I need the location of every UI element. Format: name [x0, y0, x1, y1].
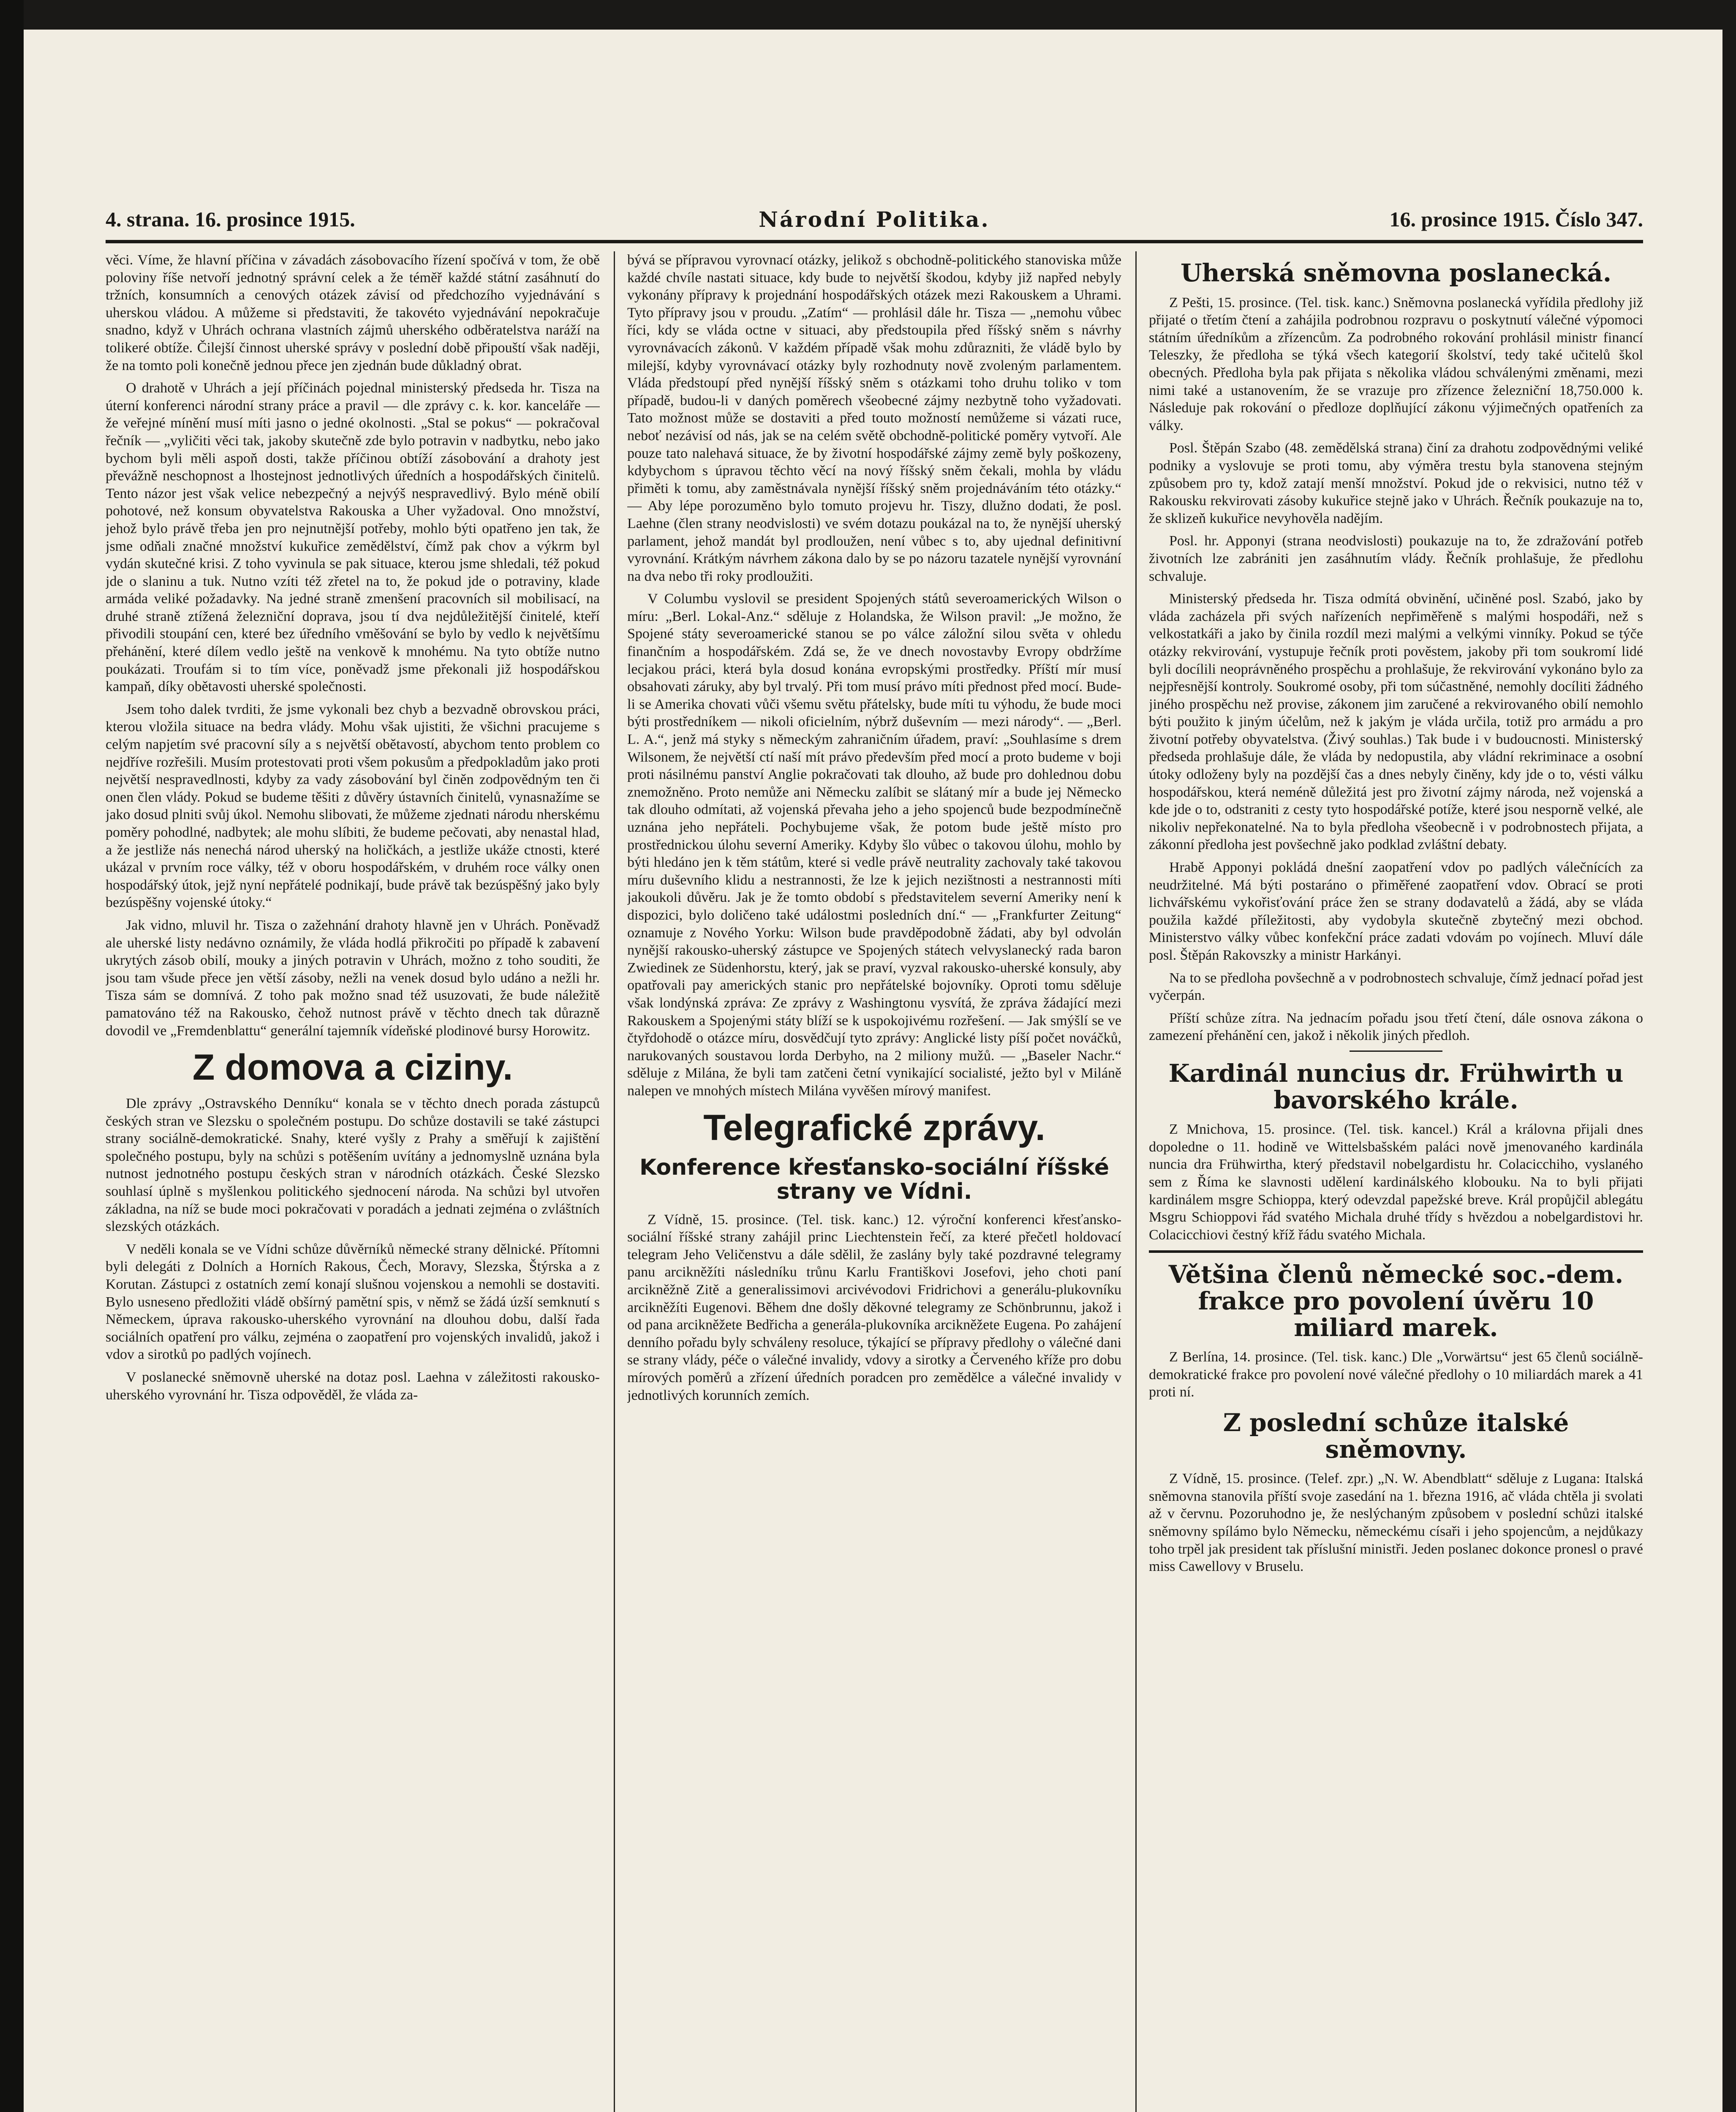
header-date-issue: 16. prosince 1915. Číslo 347. [1389, 207, 1643, 231]
article-paragraph: Z Mnichova, 15. prosince. (Tel. tisk. kancel.) Král a královna přijali dnes dopoledne o 11. hodině ve Wittelsbašském paláci nově jmenovaného kardinála nuncia dra Frühwirtha, který představil nobelgardistu hr. Colacicchiho, vyslaného sem z Říma ke slavnosti udělení kardinálského klobouku. Na to byli přijati kardinálem msgre Schioppa, který odevzdal papežské breve. Král propůjčil ablegátu Msgru Schioppovi řád svatého Michala druhé třídy s hvězdou a nobelgardistovi hr. Colacicchiovi čestný kříž řádu svatého Michala. [1149, 1121, 1643, 1243]
article-paragraph: Jak vidno, mluvil hr. Tisza o zažehnání drahoty hlavně jen v Uhrách. Poněvadž ale uherské listy nedávno oznámily, že vláda hodlá přikročiti po případě k zabavení ukrytých zásob obilí, mouky a jiných potravin v Uhrách, možno z toho souditi, že jsou tam všude přece jen větší zásoby, nežli na venek dosud bylo udáno a nežli hr. Tisza sám se domnívá. Z toho pak možno snad též usuzovati, že bude náležitě pamatováno též na Rakousko, čehož nutnost právě v těchto dnech tak důrazně dovodil ve „Fremdenblattu“ generální tajemník vídeňské plodinové bursy Horowitz. [106, 917, 600, 1039]
article-paragraph: Hrabě Apponyi pokládá dnešní zaopatření vdov po padlých válečnících za neudržitelné. Má býti postaráno o přiměřené zaopatření vdov. Obrací se proti lichvářskému vykořisťování práce žen se strany dodavatelů a žádá, aby se vláda použila každé příležitosti, aby vydobyla skutečně zbytečný mezi obchod. Ministerstvo války vůbec konfekční práce zadati vdovám po vojínech. Mluví dále posl. Štěpán Rakovszky a ministr Harkányi. [1149, 860, 1643, 963]
article-paragraph: Z Vídně, 15. prosince. (Tel. tisk. kanc.) 12. výroční konferenci křesťansko-sociální říšské strany zahájil princ Liechtenstein řečí, za které přečetl holdovací telegram Jeho Veličenstvu a dále sdělil, že zaslány byly také pozdravné telegramy panu arcikněžíti následníku trůnu Karlu Františkovi Josefovi, jeho choti paní arcikněžně Zitě a generalissimovi arcivévodovi Fridrichovi a generálu-plukovníku arcikněžíti Eugenovi. Během dne došly děkovné telegramy ze Schönbrunnu, jakož i od pana arcikněžete Bedřicha a generála-plukovníka arcikněžete Eugena. Po zahájení denního pořadu byly schváleny resoluce, týkající se přípravy předlohy o válečné dani se strany vlády, péče o válečné invalidy, vdovy a sirotky a Červeného kříže pro dobu mírových poměrů a zřízení úředních poradcen pro zemědělce a válečné invalidy v jednotlivých korunních zemích. [627, 1211, 1121, 1403]
article-headline: Kardinál nuncius dr. Frühwirth u bavorského krále. [1168, 1059, 1624, 1114]
article-headline: Uherská sněmovna poslanecká. [1180, 259, 1612, 287]
article-paragraph: V Columbu vyslovil se president Spojených států severoamerických Wilson o míru: „Berl. Lokal-Anz.“ sděluje z Holandska, že Wilson pravil: „Je možno, že Spojené státy severoamerické stanou se po válce záložní silou světa v ohledu finančním a hospodářském. Zdá se, že ve dnech novostavby Evropy obdržíme lecjakou práci, která byla dosud konána evropskými prostředky. Příští mír musí obsahovati záruky, aby byl trvalý. Při tom musí právo míti přednost před mocí. Bude-li se Amerika chovati vůči všemu světu přátelsky, bude míti tu výhodu, že bude moci býti prostředníkem — nikoli oficielním, nýbrž duševním — mezi národy“. — „Berl. L. A.“, jenž má styky s německým zahraničním úřadem, praví: „Souhlasíme s drem Wilsonem, že největší ctí naší mít právo především před mocí a proto budeme v boji proti násilnému panství Anglie pokračovati tak dlouho, až bude pro dohlednou dobu znemožněno. Proto nemůže ani Německu zalíbit se slátaný mír a bude jej Německo tak dlouho odmítati, až vojenská převaha jeho a jeho spojenců bude bezpodmínečně uznána jeho nepřáteli. Pochybujeme však, že potom bude ještě místo pro prostřednickou úlohu severní Ameriky. Kdyby šlo vůbec o takovou úlohu, mohlo by býti hledáno jen k těm státům, které si vedle právě neutrality zachovaly také takovou míru duševního klidu a nestrannosti, že lze k jejich nezištnosti a nestrannosti míti jakoukoli důvěru. Jak je že tomto období s představitelem severní Ameriky není k dispozici, bylo doličeno také událostmi posledních dní.“ — „Frankfurter Zeitung“ oznamuje z Nového Yorku: Wilson bude pravděpodobně žádati, aby byl odvolán nynější rakousko-uherský zástupce ve Spojených státech velvyslanecký rada baron Zwiedinek ze Südenhorstu, který, jak se praví, vyzval rakousko-uherské konsuly, aby opatřovali pay amerických stanic pro nepřátelské bojovníky. Oproti tomu sděluje však londýnská zpráva: Ze zprávy z Washingtonu vysvítá, že zpráva žádající mezi Rakouskem a Spojenými státy blíží se k uspokojivému rozřešení. — Jak smýšlí se ve čtyřdohodě o otázce míru, dosvědčují tyto zprávy: Anglické listy píší počet nováčků, narukovaných soustavou lorda Derbyho, na 2 miliony mužů. — „Baseler Nachr.“ sděluje z Milána, že byli tam zatčeni četní vynikající socialisté, ježto byl v Miláně nalepen ve mnohých místech Milána vyvěšen mírový manifest. [627, 591, 1121, 1099]
scan-top-edge [0, 0, 1736, 30]
column-divider-1 [614, 251, 615, 2112]
article-paragraph: Jsem toho dalek tvrditi, že jsme vykonali bez chyb a bezvadně obrovskou práci, kterou vložila situace na bedra vlády. Mohu však ujistiti, že všichni pracujeme s celým napjetím své pracovní síly a s největší obětavostí, abychom tento problem co nejdříve rozřešili. Musím protestovati proti všem pokusům a předpokladům jako proti největší nespravedlnosti, kdyby za vady zásobování byl činěn zodpovědným ten či onen člen vlády. Pokud se budeme těšiti z důvěry ústavních činitelů, vynasnažíme se jako dosud plniti svůj úkol. Nemohu slibovati, že můžeme zjednati národu nherskému poměry pohodlné, nadbytek; ale mohu slíbiti, že budeme pečovati, aby nenastal hlad, a že jestliže nás nenechá národ uherský na holičkách, a jestliže ukáže ctnosti, které ukázal v prvním roce války, též v oboru hospodářském, v druhém roce války onen hospodářský útok, jejž nyní nepřátelé podnikají, bude právě tak bezúspěšný jako byly bezúspěšny vojenské útoky.“ [106, 701, 600, 911]
column-2 [627, 251, 1121, 2112]
article-paragraph: věci. Víme, že hlavní příčina v závadách zásobovacího řízení spočívá v tom, že obě poloviny říše netvoří jednotný správní celek a že téměř každé státní zasáhnutí do tržních, konsumních a cenových otázek závisí od předchozího vyjednávání s uherskou vládou. A můžeme si představiti, že takovéto vyjednávání nepokračuje snadno, když v Uhrách ochrana vlastních zájmů uherského odběratelstva naráží na tolikeré obtíže. Čilejší činnost uherské správy v poslední době připouští však naději, že na tomto poli konečně jednou přece jen zjednán bude důkladný obrat. [106, 252, 600, 373]
separator-line [1350, 1051, 1442, 1052]
article-paragraph: Ministerský předseda hr. Tisza odmítá obvinění, učiněné posl. Szabó, jako by vláda zacházela při svých nařízeních nepřiměřeně s malými hospodáři, než s velkostatkáři a jako by činila rozdíl mezi malými a velkými vinníky. Pokud se týče otázky rekvirování, vystupuje řečník proti pověstem, jakoby při tom soukromí lidé byli docílili neoprávněného prospěchu a prohlašuje, že rekvirování vykonáno bylo za nejpřesnější kontroly. Soukromé osoby, při tom súčastněné, nemohly docíliti žádného jiného prospěchu než provise, zákonem jim zaručené a rekvirovaného obilí nemohlo býti použito k jiným účelům, než k jakým je vláda určila, totiž pro armádu a pro životní potřeby obyvatelstva. (Živý souhlas.) Tak bude i v budoucnosti. Ministerský předseda prohlašuje dále, že vláda by nedopustila, aby vládní rekriminace a osobní útoky odloženy byly na pozdější čas a dnes nebyly činěny, kdy jde o to, vésti válku hospodářskou, která neméně důležitá jest pro životní zájmy národa, než vojenská a kde jde o to, odstraniti z cesty tyto hospodářské potíže, které jsou nesporně velké, ale nikoliv nepřekonatelné. Na to byla předloha všeobecně i v podrobnostech přijata, a zákonní předloha jest povšechně jako podklad zvláštní debaty. [1149, 591, 1643, 853]
article-paragraph: V neděli konala se ve Vídni schůze důvěrníků německé strany dělnické. Přítomni byli delegáti z Dolních a Horních Rakous, Čech, Moravy, Slezska, Štýrska a z Korutan. Zástupci z ostatních zemí konají slušnou vojenskou a nemohli se dostaviti. Bylo usneseno předložiti vládě obšírný pamětní spis, v němž se žádá úzší semknutí s Německem, úprava rakousko-uherského vyrovnání na dlouhou dobu, další řada sociálních opatření pro válku, zejména o zaopatření pro vojenských invalidů, jakož i vdov a sirotků po padlých vojínech. [106, 1241, 600, 1363]
article-paragraph: V poslanecké sněmovně uherské na dotaz posl. Laehna v záležitosti rakousko-uherského vyrovnání hr. Tisza odpověděl, že vláda za- [106, 1369, 600, 1403]
newspaper-page [106, 199, 1643, 2112]
scan-left-edge [0, 0, 24, 2112]
scan-right-edge [1722, 0, 1736, 2112]
page-header [106, 207, 1643, 237]
article-paragraph: Příští schůze zítra. Na jednacím pořadu jsou třetí čtení, dále osnova zákona o zamezení přehánění cen, jakož i několik jiných předloh. [1149, 1010, 1643, 1044]
article-paragraph: Z Berlína, 14. prosince. (Tel. tisk. kanc.) Dle „Vorwärtsu“ jest 65 členů sociálně-demokratické frakce pro povolení nové válečné předlohy o 10 miliardách marek a 41 proti ní. [1149, 1349, 1643, 1400]
article-headline: Většina členů německé soc.-dem. frakce pro povolení úvěru 10 miliard marek. [1168, 1260, 1624, 1342]
header-rule [106, 240, 1643, 243]
article-paragraph: bývá se přípravou vyrovnací otázky, jelikož s obchodně-politického stanoviska může každé chvíle nastati situace, kdy bude to největší škodou, kdyby již napřed nebyly vykonány přípravy k projednání hospodářských otázek mezi Rakouskem a Uhrami. Tyto přípravy jsou v proudu. „Zatím“ — prohlásil dále hr. Tisza — „nemohu vůbec říci, kdy se vláda octne v situaci, aby předstoupila před říšský sněm s návrhy vyrovnávacích zákonů. V každém případě však mohu zdůrazniti, že vládě bylo by milejší, kdyby vyrovnávací otázky byly rozhodnuty nově zvoleným parlamentem. Vláda předstoupí před nynější říšský sněm s otázkami toho druhu toliko v tom případě, budou-li v daných poměrech všeobecné zájmy nezbytně toho vyžadovati. Tato možnost může se dostaviti a před touto možností nemůžeme si vázati ruce, neboť nezávisí od nás, jak se na celém světě obchodně-politické poměry vytvoří. Ale pouze tato nalehavá situace, že by životní hospodářské zájmy země byly poškozeny, kdybychom s úpravou těchto věcí na nový říšský sněm čekali, mohla by vládu přiměti k tomu, aby zaměstnávala nynější říšský sněm projednáváním této otázky.“ — Aby lépe porozuměno bylo tomuto projevu hr. Tiszy, dlužno dodati, že posl. Laehne (člen strany neodvislosti) ve svém dotazu poukázal na to, že nynější uherský parlament, jehož mandát byl prodloužen, není vůbec s to, aby ujednal definitivní vyrovnání. Krátkým návrhem zákona dalo by se po názoru tazatele nynější vyrovnání na dva nebo tři roky prodloužiti. [627, 252, 1121, 584]
section-headline: Telegrafické zprávy. [703, 1107, 1045, 1148]
article-paragraph: Posl. hr. Apponyi (strana neodvislosti) poukazuje na to, že zdražování potřeb životních lze zabrániti jen zasáhnutím vlády. Řečník prohlašuje, že předlohu schvaluje. [1149, 533, 1643, 584]
article-headline: Konference křesťansko-sociální říšské strany ve Vídni. [639, 1155, 1109, 1204]
article-paragraph: Z Pešti, 15. prosince. (Tel. tisk. kanc.) Sněmovna poslanecká vyřídila předlohy již přijaté o třetím čtení a zahájila podrobnou rozpravu o poskytnutí válečné výpomoci státním úředníkům a zřízencům. Za podrobného rokování prohlásil ministr financí Teleszky, že předloha se týká všech kategorií školství, tedy také učitelů škol obecných. Předloha byla pak přijata s několika vládou schválenými změnami, mezi nimi také a ustanovením, že se vrazuje pro zřízence železniční 18,750.000 k. Následuje pak rokování o předloze doplňující zákonu výjimečných opatřeních za války. [1149, 294, 1643, 433]
masthead-title: Národní Politika. [759, 207, 990, 232]
article-paragraph: Posl. Štěpán Szabo (48. zemědělská strana) činí za drahotu zodpovědnými veliké podniky a vyslovuje se proti tomu, aby výměra trestu byla stanovena stejným způsobem pro ty, kdož zatají menší množství. Pokud jde o rekvisici, nutno též v Rakousku rekvirovati zásoby kukuřice stejně jako v Uhrách. Řečník poukazuje na to, že sklizeň kukuřice nevyhověla nadějím. [1149, 440, 1643, 526]
column-1 [106, 251, 600, 2112]
article-paragraph: Na to se předloha povšechně a v podrobnostech schvaluje, čímž jednací pořad jest vyčerpán. [1149, 970, 1643, 1004]
article-paragraph: Z Vídně, 15. prosince. (Telef. zpr.) „N. W. Abendblatt“ sděluje z Lugana: Italská sněmovna stanovila příští svoje zasedání na 1. března 1916, ač vláda chtěla ji svolati až v červnu. Pozoruhodno je, že neslýchaným způsobem v poslední schůzi italské sněmovny spílámo bylo Německu, německému císaři i jeho spojencům, a nejdůkazy toho trpěl jak president tak příslušní ministři. Jeden poslanec dokonce pronesl o pravé miss Cawellovy v Bruselu. [1149, 1471, 1643, 1575]
article-paragraph: Dle zprávy „Ostravského Denníku“ konala se v těchto dnech porada zástupců českých stran ve Slezsku o společném postupu. Do schůze dostavili se také zástupci strany sociálně-demokratické. Snahy, které vyšly z Prahy a směřují k zajištění společného postupu, byly na schůzi s potěšením uvítány a jednomyslně uznána byla nutnost jednotného postupu českých stran v národních otázkách. České Slezsko souhlasí úplně s myšlenkou politického sjednocení národa. Na schůzi byl utvořen základna, na níž se bude moci pokračovati v poradách a jednati zejména o zvláštních slezských otázkách. [106, 1096, 600, 1235]
article-headline: Z poslední schůze italské sněmovny. [1223, 1408, 1569, 1464]
header-page-info: 4. strana. 16. prosince 1915. [106, 207, 355, 231]
column-divider-2 [1135, 251, 1137, 2112]
article-paragraph: O drahotě v Uhrách a její příčinách pojednal ministerský předseda hr. Tisza na úterní konferenci národní strany práce a pravil — dle zprávy c. k. kor. kanceláře — že veřejné mínění musí míti jasno o jedné okolnosti. „Stal se pokus“ — pokračoval řečník — „vyličiti věci tak, jakoby skutečně zde bylo potravin v nadbytku, nebo jako bychom byli měli aspoň dosti, takže příčinou obtíží zásobování a drahoty jest převážně neschopnost a lhostejnost jednotlivých úředních a hospodářských činitelů. Tento názor jest však velice nebezpečný a nejvýš nespravedlivý. Bylo méně obilí pohotové, než konsum obyvatelstva Rakouska a Uher vyžadoval. Ono množství, jehož bylo právě třeba jen pro nejnutnější potřeby, mohlo býti opatřeno jen tak, že jsme odňali značné množství kukuřice zemědělství, čímž pak chov a výkrm byl vydán skutečné krisi. Z toho vyvinula se pak situace, kterou jsme shledali, též pokud jde o slaninu a tuk. Nutno vzíti též zřetel na to, že pokud jde o potraviny, klade armáda veliké požadavky. Na jedné straně zmenšení pracovních sil mobilisací, na druhé straně ztížená železniční doprava, jsou tí dva nejdůležitější činitelé, kteří přivodili stoupání cen, které bez úředního vměšování se bylo by vedlo k největšímu přehánění, které dílem vedlo ještě na venkově k mnohému. Na tyto obtíže nutno poukázati. Troufám si to tím více, poněvadž jsme překonali již hospodářskou kampaň, díky obětavosti uherské společnosti. [106, 380, 600, 695]
column-3 [1149, 251, 1643, 2112]
separator-rule [1149, 1250, 1643, 1253]
section-headline: Z domova a ciziny. [192, 1047, 513, 1088]
